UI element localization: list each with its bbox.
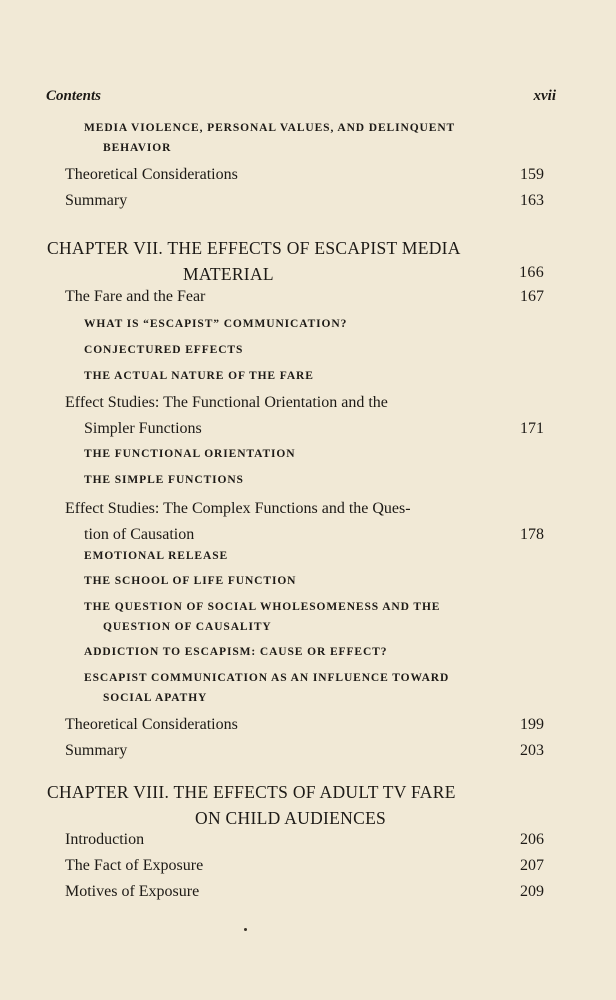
- entry-page-number: 207: [520, 857, 544, 874]
- entry-page-number: 163: [520, 192, 544, 209]
- entry-title-line: tion of Causation: [84, 526, 195, 543]
- entry-page-number: 203: [520, 742, 544, 759]
- entry-title-line: QUESTION OF CAUSALITY: [103, 621, 272, 633]
- entry-title-line: Effect Studies: The Complex Functions and the Ques-: [65, 500, 411, 517]
- entry-title-line: CONJECTURED EFFECTS: [84, 344, 244, 356]
- entry-title-line: THE SCHOOL OF LIFE FUNCTION: [84, 575, 297, 587]
- entry-page-number: 206: [520, 831, 544, 848]
- entry-page-number: 167: [520, 288, 544, 305]
- entry-title-line: SOCIAL APATHY: [103, 692, 208, 704]
- entry-title-line: Introduction: [65, 831, 145, 848]
- entry-page-number: 159: [520, 166, 544, 183]
- entry-title-line: Theoretical Considerations: [65, 166, 238, 183]
- running-head-title: Contents: [46, 88, 102, 104]
- entry-title-line: CHAPTER VIII. THE EFFECTS OF ADULT TV FARE: [47, 782, 456, 802]
- entry-title-line: Motives of Exposure: [65, 883, 200, 900]
- entry-title-line: Summary: [65, 742, 128, 759]
- entry-title-line: The Fact of Exposure: [65, 857, 204, 874]
- entry-title-line: THE QUESTION OF SOCIAL WHOLESOMENESS AND THE: [84, 601, 441, 613]
- entry-title-line: MATERIAL: [183, 264, 274, 284]
- entry-title-line: Effect Studies: The Functional Orientation and the: [65, 394, 388, 411]
- entry-title-line: ESCAPIST COMMUNICATION AS AN INFLUENCE TOWARD: [84, 672, 450, 684]
- entry-title-line: Theoretical Considerations: [65, 716, 238, 733]
- entry-title-line: CHAPTER VII. THE EFFECTS OF ESCAPIST MEDIA: [47, 238, 461, 258]
- entry-title-line: ADDICTION TO ESCAPISM: CAUSE OR EFFECT?: [84, 646, 388, 658]
- entry-title-line: The Fare and the Fear: [65, 288, 206, 305]
- entry-title-line: MEDIA VIOLENCE, PERSONAL VALUES, AND DELINQUENT: [84, 122, 456, 134]
- entry-page-number: 171: [520, 420, 544, 437]
- entry-page-number: 209: [520, 883, 544, 900]
- entry-title-line: WHAT IS “ESCAPIST” COMMUNICATION?: [84, 318, 348, 330]
- entry-page-number: 166: [519, 264, 544, 281]
- entry-title-line: Summary: [65, 192, 128, 209]
- running-head-page-number: xvii: [533, 88, 556, 104]
- running-head: [46, 88, 556, 110]
- entry-title-line: BEHAVIOR: [103, 142, 172, 154]
- entry-page-number: 199: [520, 716, 544, 733]
- entry-title-line: ON CHILD AUDIENCES: [195, 808, 387, 828]
- entry-page-number: 178: [520, 526, 544, 543]
- speck: [244, 928, 247, 931]
- entry-title-line: Simpler Functions: [84, 420, 202, 437]
- entry-title-line: THE ACTUAL NATURE OF THE FARE: [84, 370, 314, 382]
- entry-title-line: THE SIMPLE FUNCTIONS: [84, 474, 244, 486]
- entry-title-line: THE FUNCTIONAL ORIENTATION: [84, 448, 296, 460]
- entry-title-line: EMOTIONAL RELEASE: [84, 550, 229, 562]
